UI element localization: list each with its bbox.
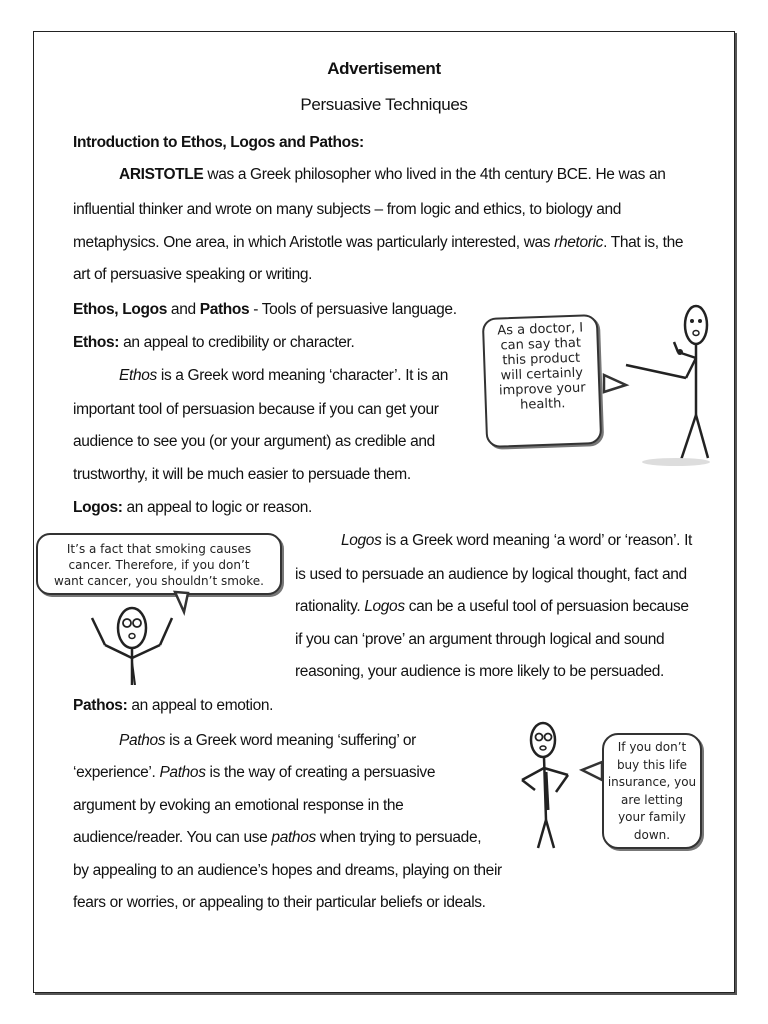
logos-bubble-line: cancer. Therefore, if you don’t [68,558,250,572]
para1-line2: influential thinker and wrote on many subjects – from logic and ethics, to biology and [73,201,622,218]
pathos-line5: by appealing to an audience’s hopes and dreams, playing on their [73,862,502,879]
ethos-definition [73,333,354,353]
pathos-def-text: an appeal to emotion. [127,697,274,714]
pathos-line1-text: is a Greek word meaning ‘suffering’ or [165,732,416,749]
pathos-term-2: Pathos [159,764,206,781]
pathos-bubble-line: buy this life [616,757,688,772]
ethos-line2: important tool of persuasion because if you can get your [73,401,439,418]
logos-def-text: an appeal to logic or reason. [122,499,312,516]
logos-bubble-line: It’s a fact that smoking causes [66,542,252,556]
pathos-line4-pre: audience/reader. You can use [73,829,272,846]
ethos-speech-bubble [482,314,602,448]
logos-line4: if you can ‘prove’ an argument through logical and sound [295,631,665,648]
pathos-bubble-line: are letting [621,792,683,807]
logos-line1-text: is a Greek word meaning ‘a word’ or ‘reason’. It [381,532,692,549]
pathos-speech-bubble [602,733,702,849]
pathos-line2-pre: ‘experience’. [73,764,160,781]
tools-pathos: Pathos [199,301,250,318]
para1-line1 [119,165,666,185]
pathos-bubble-line: insurance, you [607,775,697,789]
pathos-line6: fears or worries, or appealing to their particular beliefs or ideals. [73,894,486,911]
pathos-line4-post: when trying to persuade, [315,829,482,846]
para1-line4: art of persuasive speaking or writing. [73,266,313,283]
logos-line3-pre: rationality. [295,598,365,615]
intro-heading: Introduction to Ethos, Logos and Pathos: [73,134,364,151]
pathos-line1 [119,731,416,751]
logos-line1 [341,531,692,551]
doctor-stick-figure [596,300,726,470]
pathos-definition [73,696,273,716]
logos-line5: reasoning, your audience is more likely to be persuaded. [295,663,664,680]
pathos-line3: argument by evoking an emotional response in the [73,797,404,814]
logos-term: Logos [341,532,382,549]
ethos-line4: trustworthy, it will be much easier to persuade them. [73,466,411,483]
pathos-term-3: pathos [271,829,316,846]
pathos-bubble-line: If you don’t [617,740,687,754]
para1-line3-post: . That is, the [603,234,684,251]
logos-speech-bubble [36,533,282,595]
tools-rest: - Tools of persuasive language. [249,301,457,318]
aristotle-label: ARISTOTLE [119,166,204,183]
para1-line3 [73,233,683,253]
logos-definition [73,498,312,518]
ethos-bubble-line: improve your [498,380,586,399]
logos-bubble-line: want cancer, you shouldn’t smoke. [54,574,264,588]
pathos-line2 [73,763,435,783]
logos-line3-post: can be a useful tool of persuasion because [404,598,689,615]
ethos-term: Ethos [119,367,157,384]
ethos-bubble-line: health. [519,396,566,413]
document-title: Advertisement [327,59,441,78]
tools-logos: Logos [118,301,167,318]
document-subtitle: Persuasive Techniques [300,95,468,114]
pathos-term: Pathos [119,732,166,749]
ethos-bubble-line: this product [502,350,581,369]
pathos-line2-post: is the way of creating a persuasive [205,764,436,781]
ethos-def-text: an appeal to credibility or character. [119,334,355,351]
para1-line3-pre: metaphysics. One area, in which Aristotle was particularly interested, was [73,234,555,251]
tools-ethos: Ethos, [73,301,119,318]
para1-line1-text: was a Greek philosopher who lived in the 4th century BCE. He was an [203,166,666,183]
logos-term-2: Logos [364,598,405,615]
ethos-bubble-line: As a doctor, I [497,320,584,339]
ethos-label: Ethos: [73,334,120,351]
tools-and: and [166,301,200,318]
tools-line [73,300,457,320]
pathos-bubble-line: down. [633,827,671,842]
ethos-bubble-line: can say that [500,335,582,354]
pathos-line4 [73,828,481,848]
logos-line2: is used to persuade an audience by logical thought, fact and [295,566,687,583]
ethos-line1-text: is a Greek word meaning ‘character’. It is an [156,367,449,384]
ethos-line1 [119,366,448,386]
ethos-bubble-line: will certainly [500,365,584,384]
logos-line3 [295,597,689,617]
pathos-label: Pathos: [73,697,128,714]
rhetoric-term: rhetoric [554,234,604,251]
pathos-stick-figure [510,720,610,860]
logos-label: Logos: [73,499,123,516]
logos-stick-figure [80,590,210,685]
pathos-bubble-line: your family [618,810,686,824]
ethos-line3: audience to see you (or your argument) as credible and [73,433,435,450]
